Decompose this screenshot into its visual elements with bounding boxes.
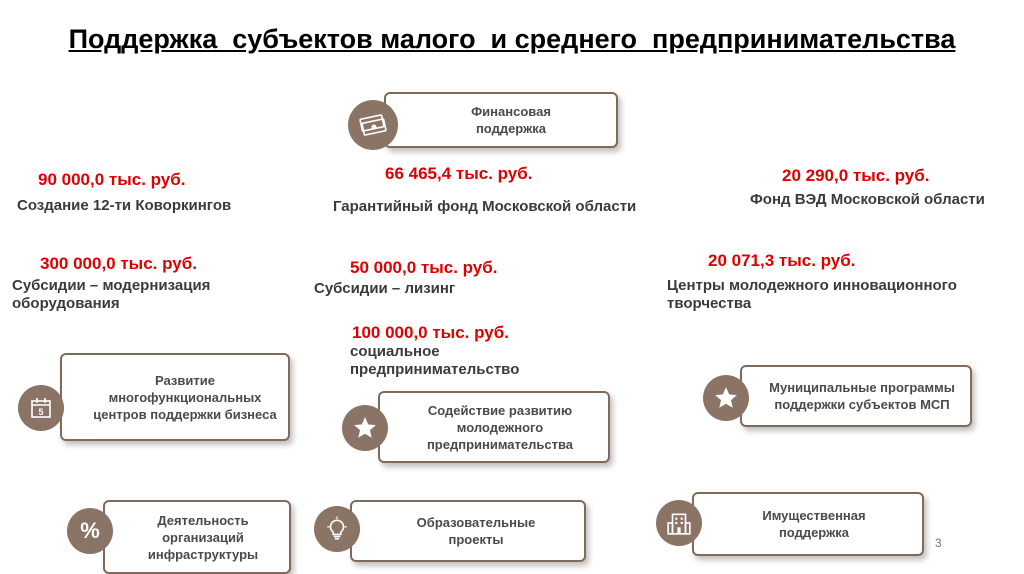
education-card[interactable] <box>350 500 586 562</box>
guarantee-amount: 66 465,4 тыс. руб. <box>385 164 533 183</box>
modernization-amount: 300 000,0 тыс. руб. <box>40 254 197 273</box>
social-amount: 100 000,0 тыс. руб. <box>352 323 509 342</box>
modernization-label: Субсидии – модернизация оборудования <box>12 277 211 312</box>
lightbulb-icon <box>314 506 360 552</box>
building-icon <box>656 500 702 546</box>
youth-entrepreneurship-label: Содействие развитию молодежного предпринимательства <box>426 402 574 452</box>
youth-centers-amount: 20 071,3 тыс. руб. <box>708 251 856 270</box>
property-support-label: Имущественная поддержка <box>762 508 866 540</box>
social-label: социальное предпринимательство <box>350 343 520 378</box>
guarantee-label: Гарантийный фонд Московской области <box>333 198 637 215</box>
star-icon <box>342 405 388 451</box>
ved-label: Фонд ВЭД Московской области <box>750 191 985 208</box>
ved-amount: 20 290,0 тыс. руб. <box>782 166 930 185</box>
multifunctional-centers-card[interactable] <box>60 353 290 441</box>
youth-centers-label: Центры молодежного инновационного творчества <box>667 277 957 312</box>
municipal-programs-card[interactable] <box>740 365 972 427</box>
leasing-label: Субсидии – лизинг <box>314 280 456 297</box>
percent-symbol: % <box>80 518 100 543</box>
financial-support-card[interactable] <box>384 92 618 148</box>
education-label: Образовательные проекты <box>416 515 536 547</box>
page-title: Поддержка субъектов малого и среднего предпринимательства <box>68 24 956 54</box>
coworking-amount: 90 000,0 тыс. руб. <box>38 170 186 189</box>
page-number: 3 <box>935 536 942 550</box>
coworking-label: Создание 12-ти Коворкингов <box>17 197 232 214</box>
infrastructure-card[interactable] <box>103 500 291 574</box>
financial-support-label: Финансовая поддержка <box>471 104 551 136</box>
calendar-icon <box>18 385 64 431</box>
municipal-programs-label: Муниципальные программы поддержки субъектов МСП <box>769 380 955 412</box>
infrastructure-label: Деятельность организаций инфраструктуры <box>147 512 259 562</box>
money-icon <box>348 100 398 150</box>
star-icon <box>703 375 749 421</box>
property-support-card[interactable] <box>692 492 924 556</box>
multifunctional-centers-label: Развитие многофункциональных центров поддержки бизнеса <box>93 372 277 422</box>
youth-entrepreneurship-card[interactable] <box>378 391 610 463</box>
percent-icon <box>67 508 113 554</box>
calendar-day: 5 <box>38 407 44 417</box>
leasing-amount: 50 000,0 тыс. руб. <box>350 258 498 277</box>
